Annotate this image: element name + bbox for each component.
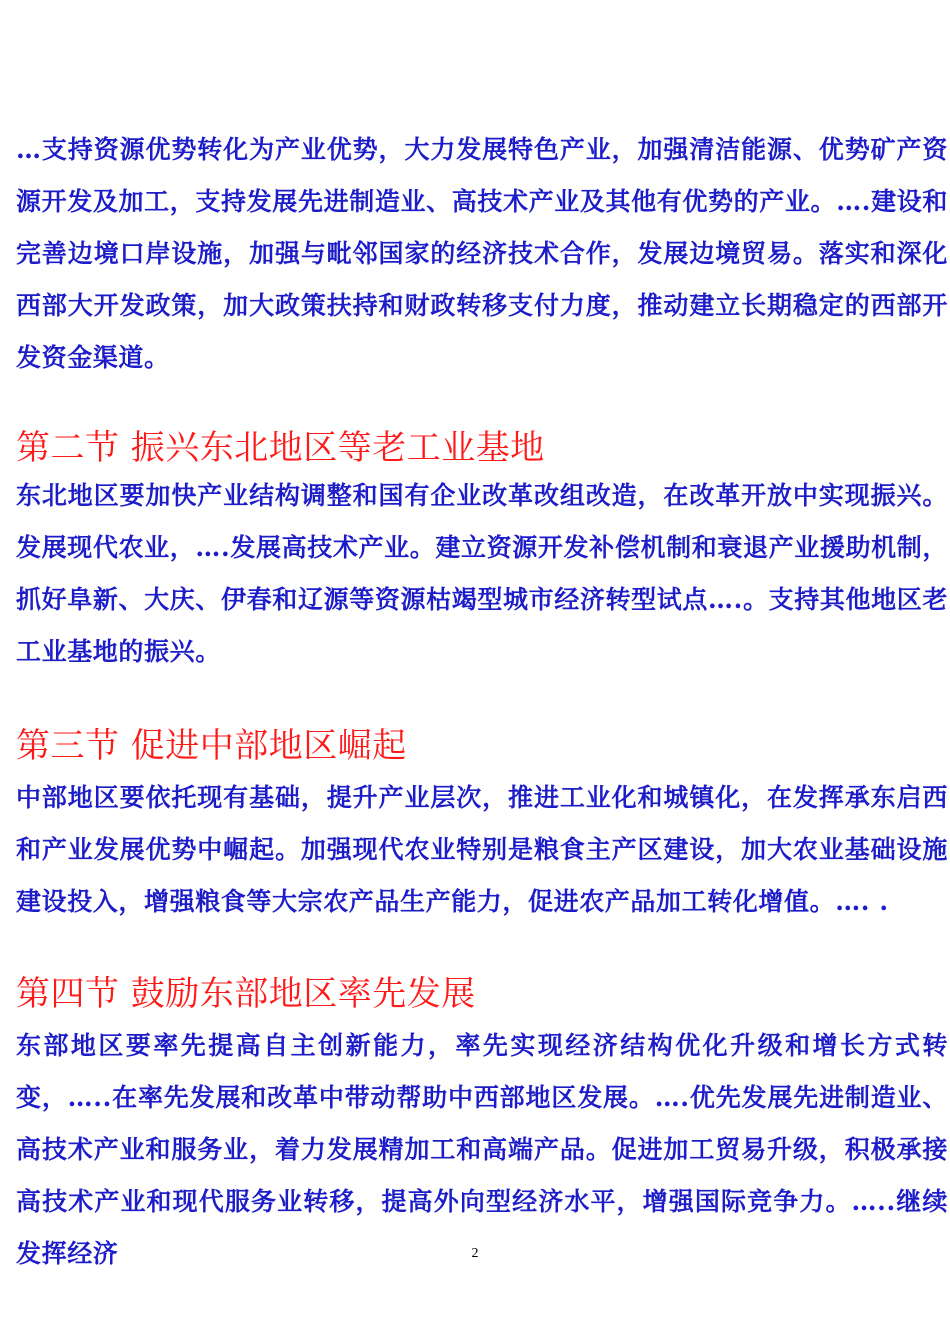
section-heading-2: 第二节 振兴东北地区等老工业基地 (16, 428, 545, 468)
section-heading-3: 第三节 促进中部地区崛起 (16, 726, 407, 766)
section-body-4: 东部地区要率先提高自主创新能力，率先实现经济结构优化升级和增长方式转变，…..在率先发展和改革中带动帮助中西部地区发展。….优先发展先进制造业、高技术产业和服务业，着力发展精加工和高端产品。促进加工贸易升级，积极承接高技术产业和现代服务业转移，提高外向型经济水平，增强国际竞争力。…..继续发挥经济 (16, 1031, 948, 1268)
section-body-2: 东北地区要加快产业结构调整和国有企业改革改组改造，在改革开放中实现振兴。发展现代农业，….发展高技术产业。建立资源开发补偿机制和衰退产业援助机制，抓好阜新、大庆、伊春和辽源等资源枯竭型城市经济转型试点….。支持其他地区老工业基地的振兴。 (16, 481, 948, 666)
section-heading-4: 第四节 鼓励东部地区率先发展 (16, 974, 476, 1014)
page-number: 2 (471, 1246, 479, 1261)
section-body-3: 中部地区要依托现有基础，提升产业层次，推进工业化和城镇化，在发挥承东启西和产业发展优势中崛起。加强现代农业特别是粮食主产区建设，加大农业基础设施建设投入，增强粮食等大宗农产品生产能力，促进农产品加工转化增值。…. . (16, 783, 948, 916)
intro-paragraph: …支持资源优势转化为产业优势，大力发展特色产业，加强清洁能源、优势矿产资源开发及加工，支持发展先进制造业、高技术产业及其他有优势的产业。….建设和完善边境口岸设施，加强与毗邻国家的经济技术合作，发展边境贸易。落实和深化西部大开发政策，加大政策扶持和财政转移支付力度，推动建立长期稳定的西部开发资金渠道。 (16, 135, 948, 372)
